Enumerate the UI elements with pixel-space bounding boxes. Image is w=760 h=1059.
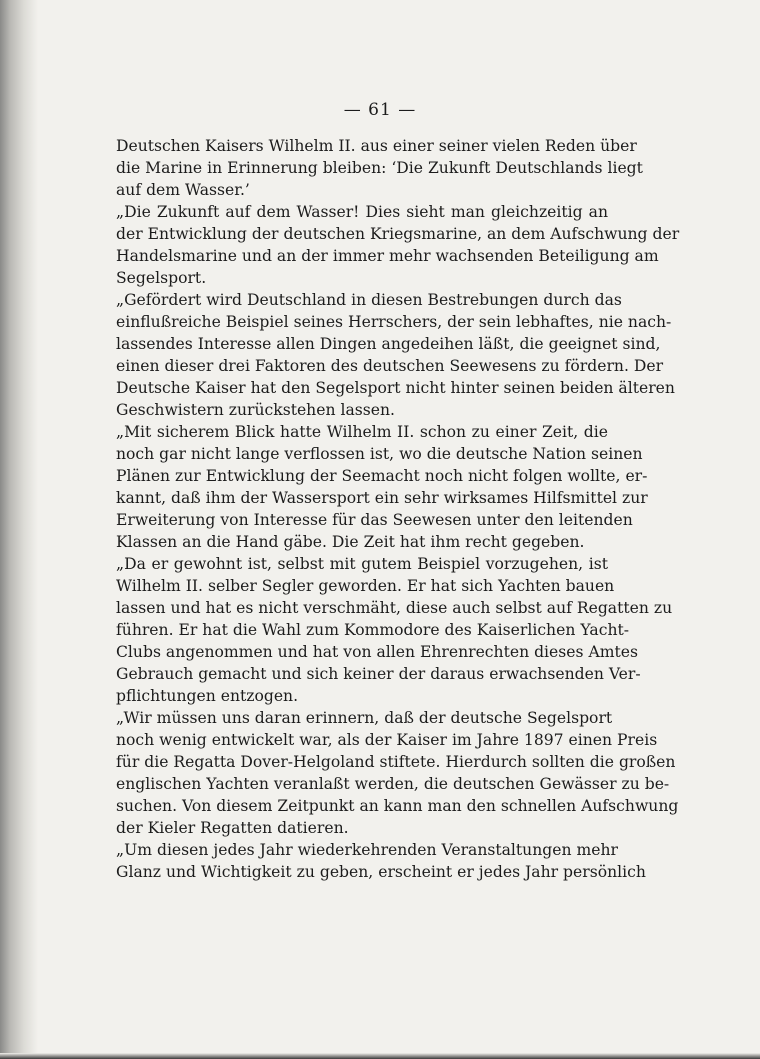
text-line: auf dem Wasser.’: [116, 181, 250, 199]
paragraph: [116, 839, 646, 883]
text-line: „Gefördert wird Deutschland in diesen Bestrebungen durch das: [116, 291, 622, 309]
text-line: noch wenig entwickelt war, als der Kaiser im Jahre 1897 einen Preis: [116, 731, 658, 749]
text-line: Deutschen Kaisers Wilhelm II. aus einer seiner vielen Reden über: [116, 137, 637, 155]
paragraph: [116, 135, 643, 201]
text-line: Plänen zur Entwicklung der Seemacht noch nicht folgen wollte, er-: [116, 467, 648, 485]
text-line: Gebrauch gemacht und sich keiner der daraus erwachsenden Ver-: [116, 665, 641, 683]
text-line: englischen Yachten veranlaßt werden, die deutschen Gewässer zu be-: [116, 775, 670, 793]
text-line: „Um diesen jedes Jahr wiederkehrenden Veranstaltungen mehr: [116, 841, 618, 859]
text-line: Glanz und Wichtigkeit zu geben, erscheint er jedes Jahr persönlich: [116, 863, 646, 881]
text-line: „Wir müssen uns daran erinnern, daß der deutsche Segelsport: [116, 709, 613, 727]
text-line: „Mit sicherem Blick hatte Wilhelm II. schon zu einer Zeit, die: [116, 423, 608, 441]
text-line: einflußreiche Beispiel seines Herrschers, der sein lebhaftes, nie nach-: [116, 313, 672, 331]
text-line: Erweiterung von Interesse für das Seewesen unter den leitenden: [116, 511, 633, 529]
text-line: einen dieser drei Faktoren des deutschen Seewesens zu fördern. Der: [116, 357, 664, 375]
text-line: suchen. Von diesem Zeitpunkt an kann man den schnellen Aufschwung: [116, 797, 679, 815]
paragraph: [116, 553, 673, 707]
text-line: Deutsche Kaiser hat den Segelsport nicht hinter seinen beiden älteren: [116, 379, 675, 397]
text-line: Segelsport.: [116, 269, 207, 287]
text-line: Handelsmarine und an der immer mehr wachsenden Beteiligung am: [116, 247, 659, 265]
text-line: die Marine in Erinnerung bleiben: ‘Die Zukunft Deutschlands liegt: [116, 159, 643, 177]
text-line: pflichtungen entzogen.: [116, 687, 299, 705]
book-gutter-shadow: [0, 0, 38, 1059]
text-line: „Da er gewohnt ist, selbst mit gutem Beispiel vorzugehen, ist: [116, 555, 608, 573]
text-line: der Kieler Regatten datieren.: [116, 819, 349, 837]
paragraph: [116, 201, 680, 289]
page-number: — 61 —: [343, 100, 417, 120]
body-text: [116, 135, 680, 883]
text-line: lassen und hat es nicht verschmäht, diese auch selbst auf Regatten zu: [116, 599, 673, 617]
text-line: Geschwistern zurückstehen lassen.: [116, 401, 395, 419]
paragraph: [116, 289, 675, 421]
text-line: für die Regatta Dover-Helgoland stiftete. Hierdurch sollten die großen: [116, 753, 676, 771]
paragraph: [116, 707, 679, 839]
paragraph: [116, 421, 648, 553]
text-line: führen. Er hat die Wahl zum Kommodore des Kaiserlichen Yacht-: [116, 621, 630, 639]
text-line: Wilhelm II. selber Segler geworden. Er hat sich Yachten bauen: [116, 577, 615, 595]
text-line: Clubs angenommen und hat von allen Ehrenrechten dieses Amtes: [116, 643, 639, 661]
text-line: der Entwicklung der deutschen Kriegsmarine, an dem Aufschwung der: [116, 225, 680, 243]
text-line: kannt, daß ihm der Wassersport ein sehr wirksames Hilfsmittel zur: [116, 489, 648, 507]
text-line: lassendes Interesse allen Dingen angedeihen läßt, die geeignet sind,: [116, 335, 661, 353]
page-bottom-edge: [0, 1053, 760, 1059]
text-line: noch gar nicht lange verflossen ist, wo die deutsche Nation seinen: [116, 445, 643, 463]
text-line: „Die Zukunft auf dem Wasser! Dies sieht man gleichzeitig an: [116, 203, 608, 221]
text-line: Klassen an die Hand gäbe. Die Zeit hat ihm recht gegeben.: [116, 533, 585, 551]
